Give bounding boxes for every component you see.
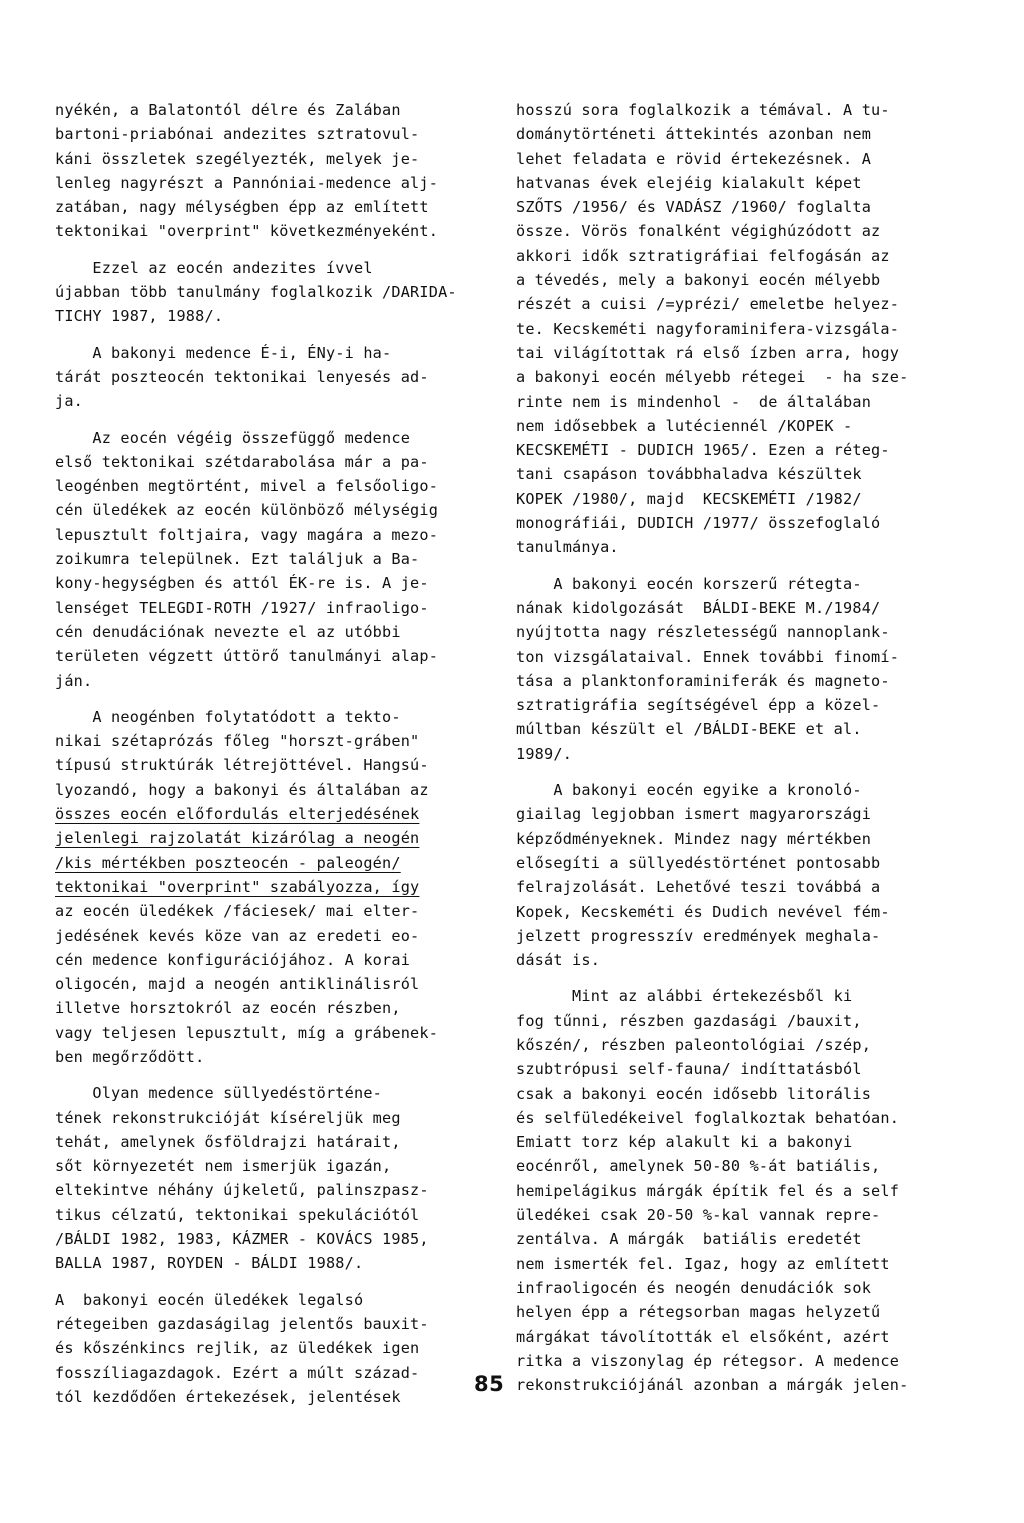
text-line: ján. xyxy=(55,671,93,690)
text-line: zatában, nagy mélységben épp az említett xyxy=(55,198,429,217)
text-line: zentálva. A márgák batiális eredetét xyxy=(516,1230,862,1249)
text-line: vagy teljesen lepusztult, míg a grábenek- xyxy=(55,1023,439,1042)
text-line: Emiatt torz kép alakult ki a bakonyi xyxy=(516,1133,853,1152)
text-line: oligocén, majd a neogén antiklinálisról xyxy=(55,975,420,994)
text-line: TICHY 1987, 1988/. xyxy=(55,307,224,326)
text-line: te. Kecskeméti nagyforaminifera-vizsgála- xyxy=(516,319,900,338)
text-line: és selfüledékeivel foglalkoztak behatóan. xyxy=(516,1108,900,1127)
text-line: össze. Vörös fonalként végighúzódott az xyxy=(516,222,881,241)
text-line: lepusztult foltjaira, vagy magára a mezo- xyxy=(55,525,439,544)
text-line: üledékei csak 20-50 %-kal vannak repre- xyxy=(516,1206,881,1225)
text-line: hosszú sora foglalkozik a témával. A tu- xyxy=(516,101,890,119)
text-line: típusú struktúrák létrejöttével. Hangsú- xyxy=(55,756,429,775)
text-line: az eocén üledékek /fáciesek/ mai elter- xyxy=(55,902,420,921)
text-line: Olyan medence süllyedéstörténe- xyxy=(55,1084,383,1103)
paragraph xyxy=(55,426,495,693)
text-line: tai világítottak rá első ízben arra, hogy xyxy=(516,343,900,362)
paragraph xyxy=(516,572,956,766)
text-line: a tévedés, mely a bakonyi eocén mélyebb xyxy=(516,271,881,290)
text-line: jelenlegi rajzolatát kizárólag a neogén xyxy=(55,829,420,848)
text-line: dománytörténeti áttekintés azonban nem xyxy=(516,125,872,144)
paragraph xyxy=(55,98,495,244)
left-text-column xyxy=(55,98,495,1409)
paragraph xyxy=(55,256,495,329)
text-line: tárát poszteocén tektonikai lenyesés ad- xyxy=(55,367,429,386)
text-line: a bakonyi eocén mélyebb rétegei - ha sze- xyxy=(516,368,909,387)
text-line: cén medence konfigurációjához. A korai xyxy=(55,950,411,969)
page-number: 85 xyxy=(474,1372,505,1396)
text-line: csak a bakonyi eocén idősebb litorális xyxy=(516,1084,872,1103)
text-line: nyékén, a Balatontól délre és Zalában xyxy=(55,101,401,119)
text-line: cén denudációnak nevezte el az utóbbi xyxy=(55,622,401,641)
text-line: infraoligocén és neogén denudációk sok xyxy=(516,1278,872,1297)
text-line: tikus célzatú, tektonikai spekulációtól xyxy=(55,1205,420,1224)
text-line: részét a cuisi /=yprézi/ emeletbe helyez- xyxy=(516,295,900,314)
text-line: jelzett progresszív eredmények meghala- xyxy=(516,926,881,945)
text-line: helyen épp a rétegsorban magas helyzetű xyxy=(516,1303,881,1322)
paragraph xyxy=(55,705,495,1069)
text-line: rinte nem is mindenhol - de általában xyxy=(516,392,872,411)
text-line: sőt környezetét nem ismerjük igazán, xyxy=(55,1157,392,1176)
text-line: első tektonikai szétdarabolása már a pa- xyxy=(55,452,429,471)
text-line: tanulmánya. xyxy=(516,538,619,557)
text-line: hatvanas évek elejéig kialakult képet xyxy=(516,173,862,192)
text-line: tehát, amelynek ősföldrajzi határait, xyxy=(55,1132,401,1151)
paragraph xyxy=(516,984,956,1397)
text-line: illetve horsztokról az eocén részben, xyxy=(55,999,401,1018)
text-line: giailag legjobban ismert magyarországi xyxy=(516,805,872,824)
text-line: rekonstrukciójánál azonban a márgák jelen- xyxy=(516,1376,909,1395)
text-line: tektonikai "overprint" következményeként. xyxy=(55,222,439,241)
text-line: Az eocén végéig összefüggő medence xyxy=(55,428,411,447)
text-line: összes eocén előfordulás elterjedésének xyxy=(55,805,420,824)
text-line: /kis mértékben poszteocén - paleogén/ xyxy=(55,853,401,872)
text-line: nyújtotta nagy részletességű nannoplank- xyxy=(516,623,890,642)
text-line: eocénről, amelynek 50-80 %-át batiális, xyxy=(516,1157,881,1176)
text-line: hemipelágikus márgák építik fel és a self xyxy=(516,1181,900,1200)
text-line: ritka a viszonylag ép rétegsor. A medence xyxy=(516,1351,900,1370)
text-line: lenséget TELEGDI-ROTH /1927/ infraoligo- xyxy=(55,598,429,617)
text-line: A neogénben folytatódott a tekto- xyxy=(55,707,401,726)
text-line: /BÁLDI 1982, 1983, KÁZMER - KOVÁCS 1985, xyxy=(55,1230,429,1249)
paragraph xyxy=(55,341,495,414)
text-line: ben megőrződött. xyxy=(55,1047,205,1066)
text-line: Mint az alábbi értekezésből ki xyxy=(516,987,853,1006)
text-line: monográfiái, DUDICH /1977/ összefoglaló xyxy=(516,514,881,533)
text-line: ton vizsgálataival. Ennek további finomí- xyxy=(516,647,900,666)
text-line: A bakonyi medence É-i, ÉNy-i ha- xyxy=(55,343,392,362)
text-line: nikai szétaprózás főleg "horszt-gráben" xyxy=(55,732,420,751)
text-line: nem idősebbek a lutéciennél /KOPEK - xyxy=(516,416,853,435)
text-line: zoikumra települnek. Ezt találjuk a Ba- xyxy=(55,550,420,569)
text-line: Ezzel az eocén andezites ívvel xyxy=(55,258,373,277)
right-text-column xyxy=(516,98,956,1397)
text-line: Kopek, Kecskeméti és Dudich nevével fém- xyxy=(516,902,890,921)
text-line: és kőszénkincs rejlik, az üledékek igen xyxy=(55,1339,420,1358)
text-line: cén üledékek az eocén különböző mélységig xyxy=(55,501,439,520)
text-line: lehet feladata e rövid értekezésnek. A xyxy=(516,149,872,168)
text-line: márgákat távolították el elsőként, azért xyxy=(516,1327,890,1346)
text-line: leogénben megtörtént, mivel a felsőoligo- xyxy=(55,477,439,496)
text-line: KOPEK /1980/, majd KECSKEMÉTI /1982/ xyxy=(516,489,862,508)
text-line: tének rekonstrukcióját kíséreljük meg xyxy=(55,1108,401,1127)
text-line: elősegíti a süllyedéstörténet pontosabb xyxy=(516,853,881,872)
paragraph xyxy=(516,778,956,972)
text-line: képződményeknek. Mindez nagy mértékben xyxy=(516,829,872,848)
text-line: fog tűnni, részben gazdasági /bauxit, xyxy=(516,1011,862,1030)
text-line: jedésének kevés köze van az eredeti eo- xyxy=(55,926,420,945)
text-line: múltban készült el /BÁLDI-BEKE et al. xyxy=(516,720,862,739)
text-line: BALLA 1987, ROYDEN - BÁLDI 1988/. xyxy=(55,1254,364,1273)
text-line: nem ismerték fel. Igaz, hogy az említett xyxy=(516,1254,890,1273)
paragraph xyxy=(55,1288,495,1409)
text-line: akkori idők sztratigráfiai felfogásán az xyxy=(516,246,890,265)
text-line: felrajzolását. Lehetővé teszi továbbá a xyxy=(516,878,881,897)
text-line: tektonikai "overprint" szabályozza, így xyxy=(55,877,420,896)
text-line: kőszén/, részben paleontológiai /szép, xyxy=(516,1035,872,1054)
text-line: A bakonyi eocén egyike a kronoló- xyxy=(516,781,862,800)
text-line: tól kezdődően értekezések, jelentések xyxy=(55,1387,401,1406)
text-line: fosszíliagazdagok. Ezért a múlt század- xyxy=(55,1363,420,1382)
text-line: sztratigráfia segítségével épp a közel- xyxy=(516,696,881,715)
text-line: kony-hegységben és attól ÉK-re is. A je- xyxy=(55,574,429,593)
text-line: SZŐTS /1956/ és VADÁSZ /1960/ foglalta xyxy=(516,198,872,217)
paragraph xyxy=(55,1081,495,1275)
paragraph xyxy=(516,98,956,560)
text-line: lyozandó, hogy a bakonyi és általában az xyxy=(55,780,429,799)
text-line: 1989/. xyxy=(516,744,573,763)
text-line: területen végzett úttörő tanulmányi alap- xyxy=(55,647,439,666)
text-line: tása a planktonforaminiferák és magneto- xyxy=(516,671,890,690)
text-line: lenleg nagyrészt a Pannóniai-medence alj- xyxy=(55,173,439,192)
text-line: A bakonyi eocén korszerű rétegta- xyxy=(516,574,862,593)
text-line: tani csapáson továbbhaladva készültek xyxy=(516,465,862,484)
text-line: nának kidolgozását BÁLDI-BEKE M./1984/ xyxy=(516,598,881,617)
text-line: ja. xyxy=(55,392,84,411)
text-line: szubtrópusi self-fauna/ indíttatásból xyxy=(516,1060,862,1079)
text-line: KECSKEMÉTI - DUDICH 1965/. Ezen a réteg- xyxy=(516,441,890,460)
text-line: A bakonyi eocén üledékek legalsó xyxy=(55,1290,364,1309)
text-line: káni összletek szegélyezték, melyek je- xyxy=(55,149,420,168)
text-line: bartoni-priabónai andezites sztratovul- xyxy=(55,125,420,144)
text-line: dását is. xyxy=(516,951,601,970)
text-line: rétegeiben gazdaságilag jelentős bauxit- xyxy=(55,1314,429,1333)
text-line: eltekintve néhány újkeletű, palinszpasz- xyxy=(55,1181,429,1200)
text-line: újabban több tanulmány foglalkozik /DARIDA- xyxy=(55,283,457,302)
